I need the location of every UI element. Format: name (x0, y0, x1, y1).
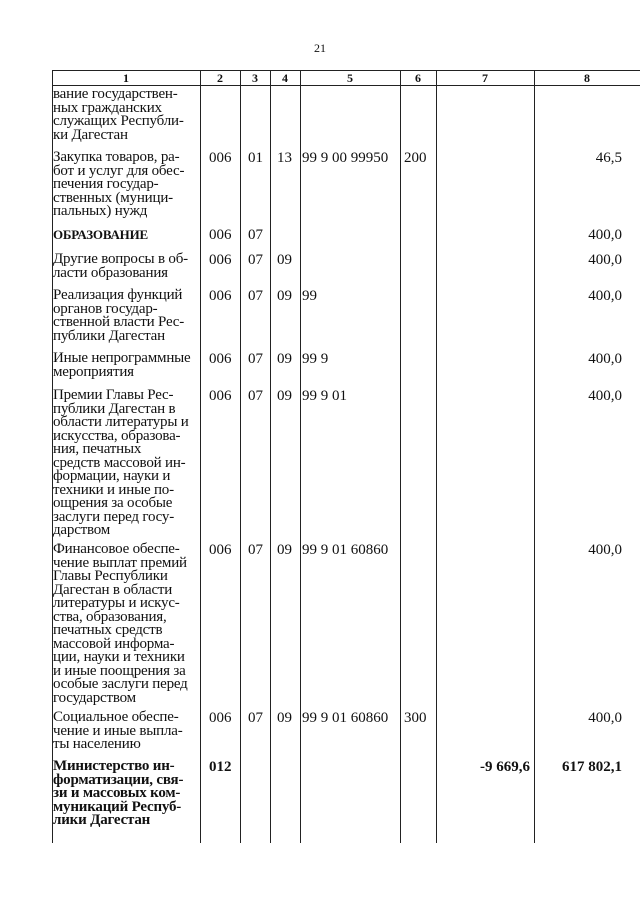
target-article-code: 99 9 (302, 351, 329, 367)
column-border (240, 70, 241, 843)
column-header-6: 6 (415, 71, 421, 85)
row-name: Закупка товаров, ра- бот и услуг для обес- печения государ- ственных (муници- пальных) нужд (53, 149, 185, 219)
ministry-code: 006 (209, 542, 232, 558)
column-header-5: 5 (347, 71, 353, 85)
target-article-code: 99 (302, 288, 317, 304)
expense-type-code: 300 (404, 710, 427, 726)
row-name: Реализация функций органов государ- ственной власти Рес- публики Дагестан (53, 287, 185, 344)
amount: 400,0 (588, 710, 622, 726)
column-border (300, 70, 301, 843)
target-article-code: 99 9 00 99950 (302, 150, 389, 166)
amount: 400,0 (588, 388, 622, 404)
subsection-code: 09 (277, 252, 292, 268)
section-code: 07 (248, 388, 263, 404)
target-article-code: 99 9 01 60860 (302, 542, 389, 558)
ministry-code: 006 (209, 252, 232, 268)
row-name: Министерство ин- форматизации, свя- зи и массовых ком- муникаций Респуб- лики Дагестан (53, 758, 184, 828)
page-number: 21 (314, 41, 326, 55)
subsection-code: 13 (277, 150, 292, 166)
amount: 617 802,1 (562, 759, 622, 775)
ministry-code: 006 (209, 288, 232, 304)
row-name: Социальное обеспе- чение и иные выпла- ты населению (53, 709, 183, 752)
column-header-8: 8 (584, 71, 590, 85)
target-article-code: 99 9 01 (302, 388, 347, 404)
section-code: 07 (248, 252, 263, 268)
subsection-code: 09 (277, 710, 292, 726)
row-name: Иные непрограммные мероприятия (53, 350, 191, 380)
subsection-code: 09 (277, 288, 292, 304)
section-code: 07 (248, 351, 263, 367)
amount: 400,0 (588, 288, 622, 304)
column-border (270, 70, 271, 843)
ministry-code: 012 (209, 759, 232, 775)
column-header-4: 4 (282, 71, 288, 85)
column-border (436, 70, 437, 843)
row-name: Финансовое обеспе- чение выплат премий Главы Республики Дагестан в области литературы и искус- ства, образования, печатных средств массовой информа- ции, науки и техники и иные поощрения за особые заслуги перед государством (53, 541, 188, 706)
amount: 46,5 (595, 150, 622, 166)
expense-type-code: 200 (404, 150, 427, 166)
row-name: ОБРАЗОВАНИЕ (53, 227, 148, 242)
row-name: вание государствен- ных гражданских служащих Республи- ки Дагестан (53, 86, 184, 143)
ministry-code: 006 (209, 388, 232, 404)
subsection-code: 09 (277, 542, 292, 558)
section-code: 07 (248, 288, 263, 304)
row-name: Другие вопросы в об- ласти образования (53, 251, 188, 281)
section-code: 01 (248, 150, 263, 166)
column-header-1: 1 (123, 71, 129, 85)
column-header-7: 7 (482, 71, 488, 85)
column-border (200, 70, 201, 843)
target-article-code: 99 9 01 60860 (302, 710, 389, 726)
column-header-2: 2 (217, 71, 223, 85)
column-border (534, 70, 535, 843)
amount: 400,0 (588, 351, 622, 367)
amount: 400,0 (588, 227, 622, 243)
section-code: 07 (248, 227, 263, 243)
subsection-code: 09 (277, 388, 292, 404)
amount-change: -9 669,6 (480, 759, 530, 775)
ministry-code: 006 (209, 710, 232, 726)
amount: 400,0 (588, 252, 622, 268)
amount: 400,0 (588, 542, 622, 558)
row-name: Премии Главы Рес- публики Дагестан в области литературы и искусства, образова- ния, печатных средств массовой ин- формации, науки и техники и иные по- ощрения за особые заслуги перед госу- дарством (53, 387, 189, 538)
section-code: 07 (248, 542, 263, 558)
section-code: 07 (248, 710, 263, 726)
column-header-3: 3 (252, 71, 258, 85)
ministry-code: 006 (209, 351, 232, 367)
ministry-code: 006 (209, 150, 232, 166)
ministry-code: 006 (209, 227, 232, 243)
column-border (400, 70, 401, 843)
subsection-code: 09 (277, 351, 292, 367)
